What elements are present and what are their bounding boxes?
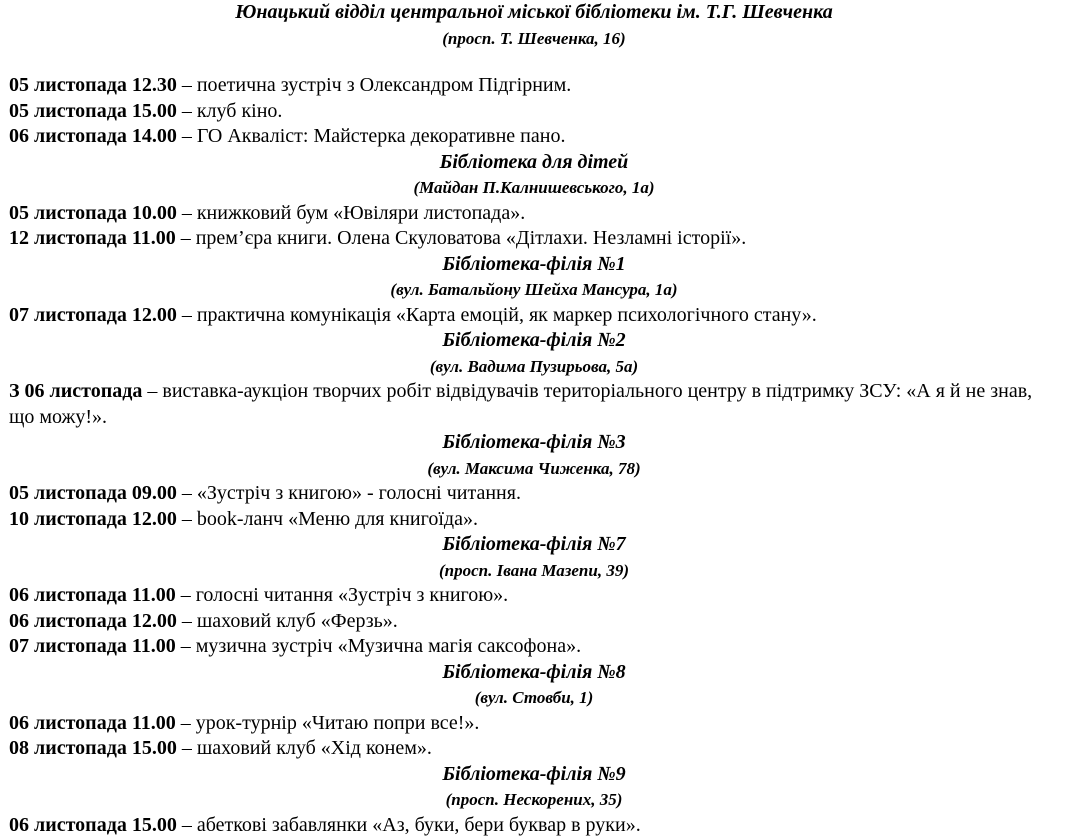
event-description: – музична зустріч «Музична магія саксофона». [176, 635, 581, 657]
section-address: (вул. Батальйону Шейха Мансура, 1а) [9, 277, 1059, 303]
section-title: Бібліотека-філія №2 [9, 328, 1059, 354]
event-item [9, 201, 1059, 227]
event-description: – урок-турнір «Читаю попри все!». [176, 712, 480, 734]
section-title: Юнацький відділ центральної міської бібліотеки ім. Т.Г. Шевченка [9, 0, 1059, 26]
section-address: (вул. Максима Чиженка, 78) [9, 456, 1059, 482]
event-description: – book-ланч «Меню для книгоїда». [177, 508, 478, 530]
event-item [9, 226, 1059, 252]
event-date: 06 листопада 15.00 [9, 814, 177, 836]
event-description: – голосні читання «Зустріч з книгою». [176, 584, 508, 606]
event-date: 05 листопада 10.00 [9, 202, 177, 224]
event-description: – практична комунікація «Карта емоцій, як маркер психологічного стану». [177, 304, 817, 326]
event-description: – клуб кіно. [177, 100, 283, 122]
event-item [9, 303, 1059, 329]
event-item [9, 634, 1059, 660]
event-date: З 06 листопада [9, 380, 142, 402]
event-date: 08 листопада 15.00 [9, 737, 177, 759]
event-date: 10 листопада 12.00 [9, 508, 177, 530]
section-address: (вул. Вадима Пузирьова, 5а) [9, 354, 1059, 380]
event-description: – ГО Акваліст: Майстерка декоративне пано. [177, 125, 566, 147]
event-date: 06 листопада 14.00 [9, 125, 177, 147]
event-item [9, 583, 1059, 609]
event-description: – прем’єра книги. Олена Скуловатова «Дітлахи. Незламні історії». [176, 227, 746, 249]
event-date: 06 листопада 12.00 [9, 610, 177, 632]
event-date: 06 листопада 11.00 [9, 712, 176, 734]
event-description: – поетична зустріч з Олександром Підгірним. [177, 74, 571, 96]
section-title: Бібліотека-філія №3 [9, 430, 1059, 456]
event-description: – шаховий клуб «Хід конем». [177, 737, 432, 759]
event-item [9, 379, 1059, 430]
event-item [9, 609, 1059, 635]
section-title: Бібліотека-філія №7 [9, 532, 1059, 558]
section-address: (вул. Стовби, 1) [9, 685, 1059, 711]
event-description: – шаховий клуб «Ферзь». [177, 610, 398, 632]
document-page [9, 0, 1059, 838]
event-item [9, 124, 1059, 150]
event-item [9, 711, 1059, 737]
section-address: (просп. Нескорених, 35) [9, 787, 1059, 813]
section-address: (просп. Івана Мазепи, 39) [9, 558, 1059, 584]
event-date: 06 листопада 11.00 [9, 584, 176, 606]
section-title: Бібліотека-філія №8 [9, 660, 1059, 686]
event-item [9, 73, 1059, 99]
event-item [9, 736, 1059, 762]
section-address: (Майдан П.Калнишевського, 1а) [9, 175, 1059, 201]
event-date: 05 листопада 12.30 [9, 74, 177, 96]
section-address: (просп. Т. Шевченка, 16) [9, 26, 1059, 52]
event-date: 07 листопада 12.00 [9, 304, 177, 326]
event-date: 07 листопада 11.00 [9, 635, 176, 657]
event-date: 05 листопада 15.00 [9, 100, 177, 122]
event-description: – «Зустріч з книгою» - голосні читання. [177, 482, 521, 504]
event-item [9, 481, 1059, 507]
event-date: 12 листопада 11.00 [9, 227, 176, 249]
event-item [9, 99, 1059, 125]
event-description: – книжковий бум «Ювіляри листопада». [177, 202, 525, 224]
section-title: Бібліотека-філія №1 [9, 252, 1059, 278]
event-item [9, 813, 1059, 838]
event-date: 05 листопада 09.00 [9, 482, 177, 504]
event-description: – виставка-аукціон творчих робіт відвідувачів територіального центру в підтримку ЗСУ: «А я й не знав, що можу!». [9, 380, 1032, 428]
event-description: – абеткові забавлянки «Аз, буки, бери буквар в руки». [177, 814, 641, 836]
section-spacer [9, 51, 1059, 73]
event-item [9, 507, 1059, 533]
section-title: Бібліотека-філія №9 [9, 762, 1059, 788]
section-title: Бібліотека для дітей [9, 150, 1059, 176]
